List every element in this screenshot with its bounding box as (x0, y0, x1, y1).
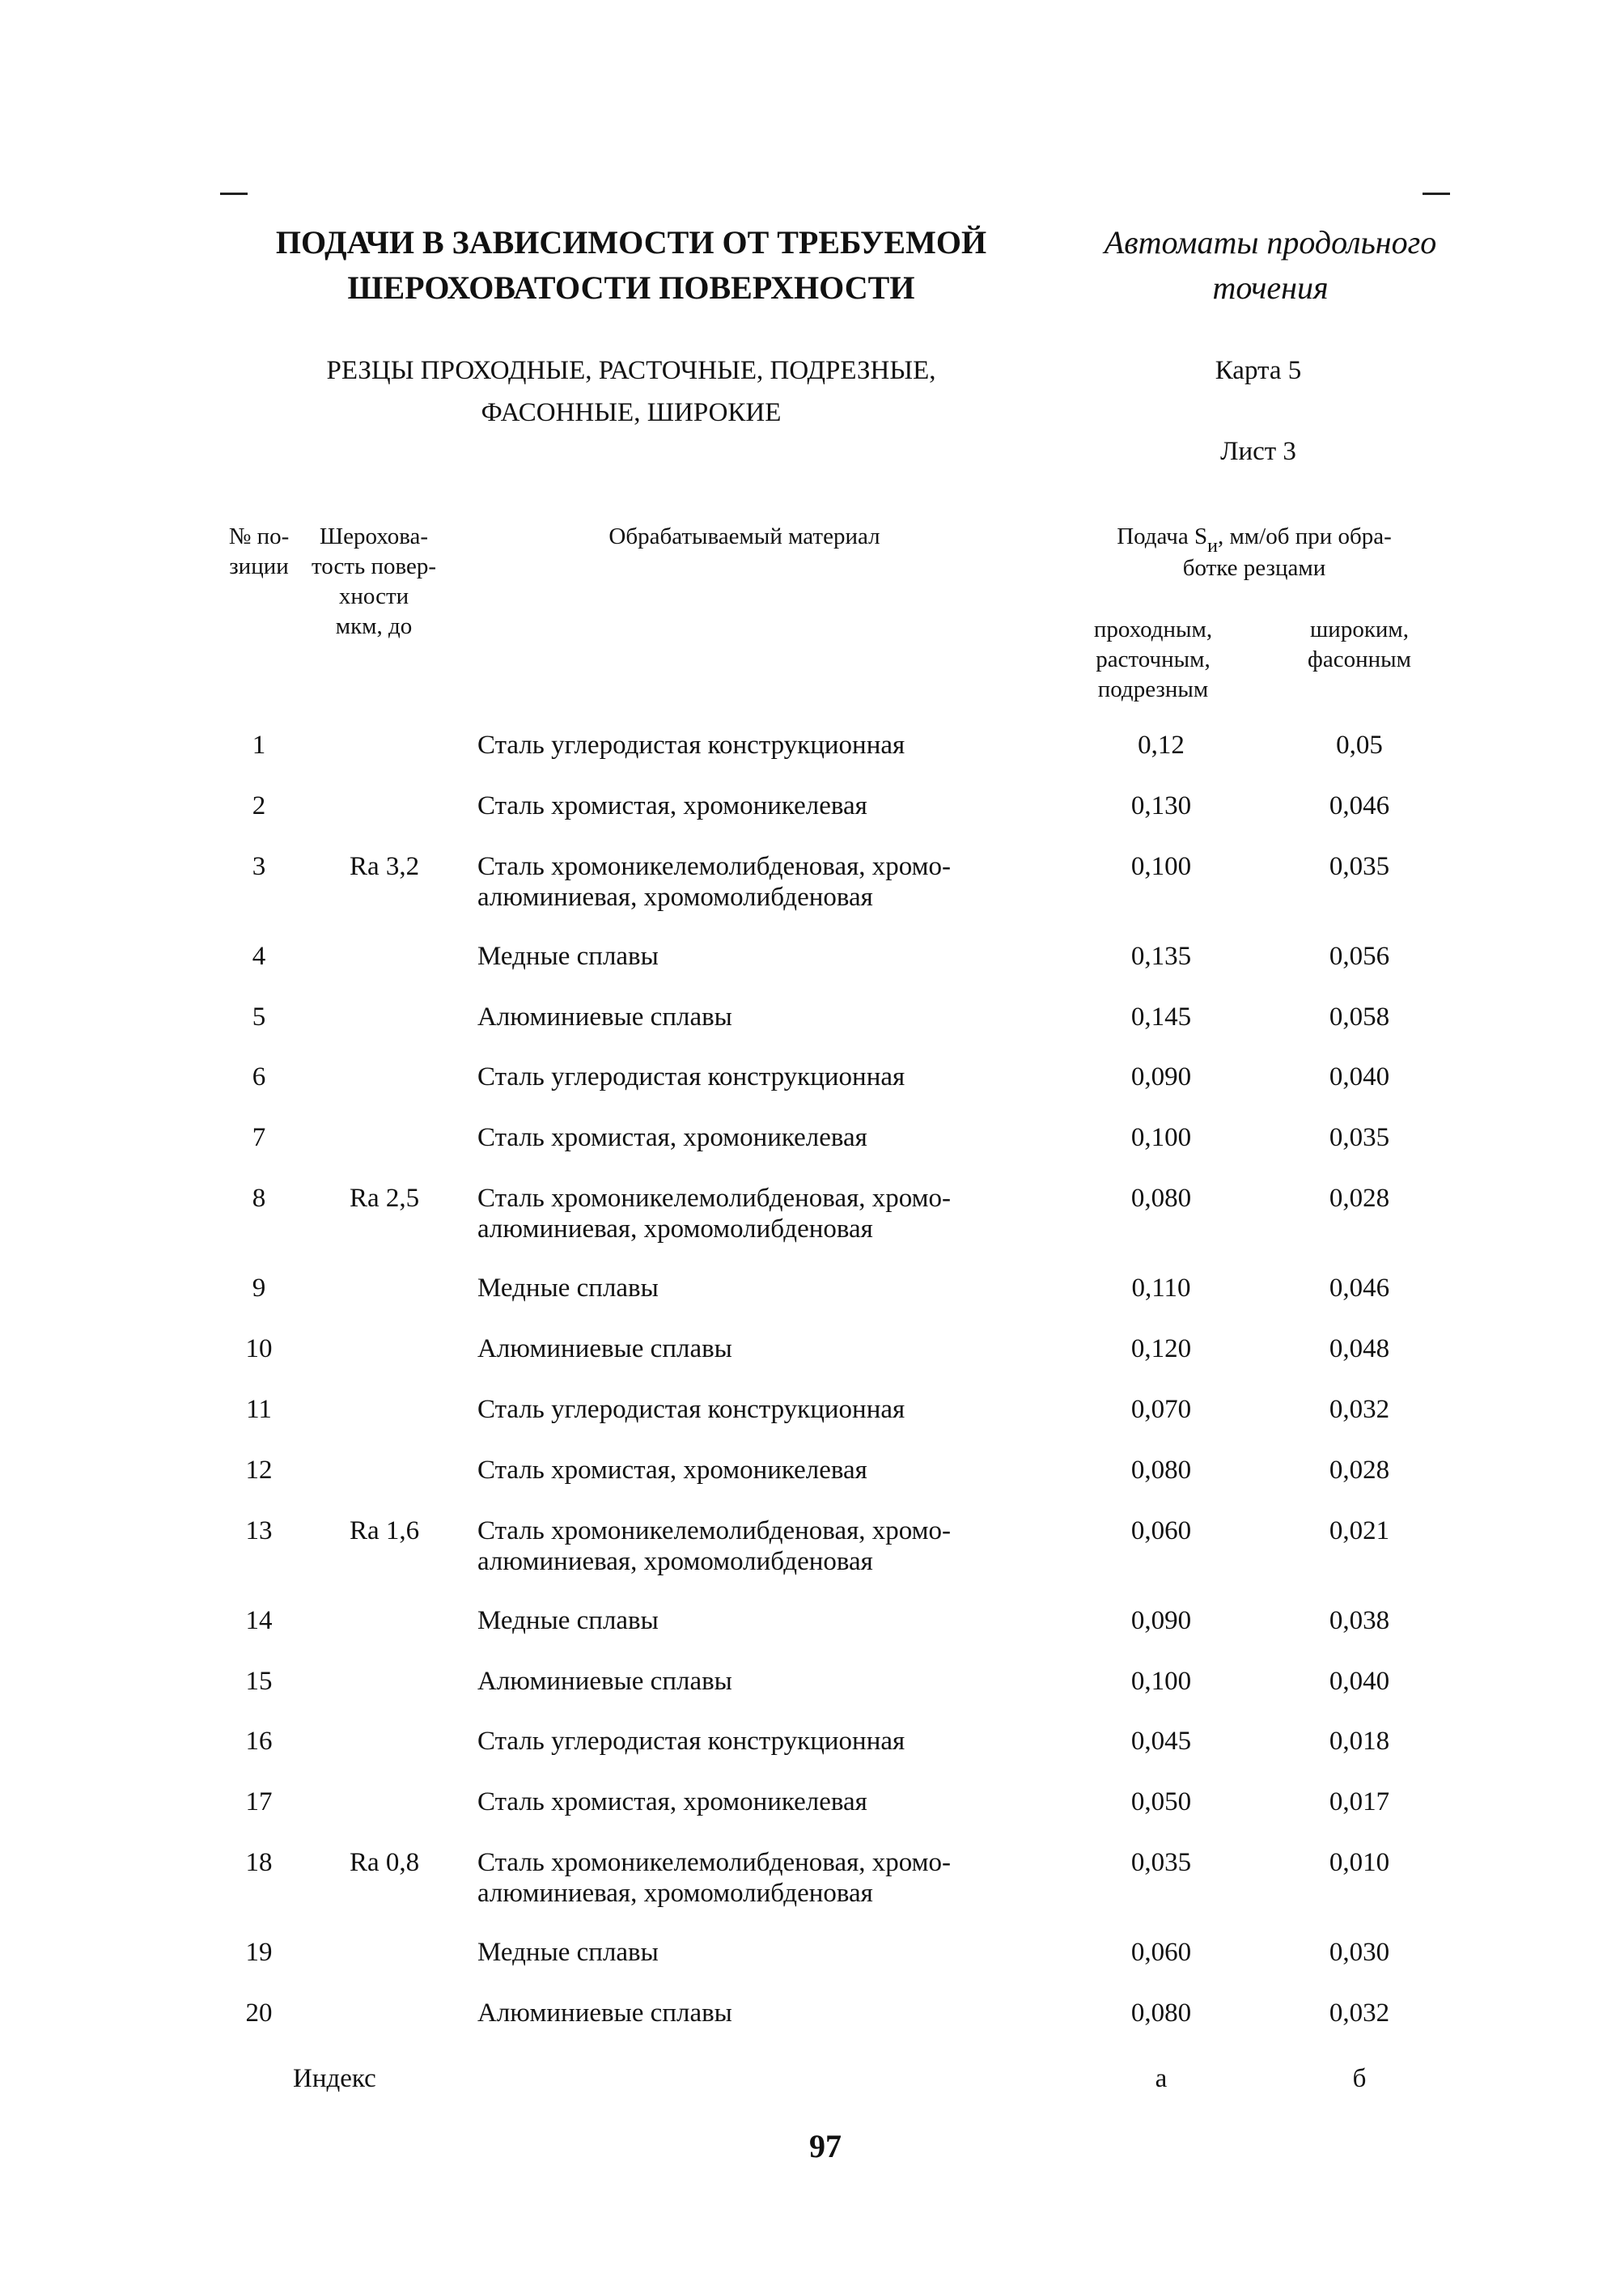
col-header-tool-b (1262, 615, 1457, 675)
row-material (477, 1002, 1044, 1032)
subtitle (275, 350, 987, 434)
subtitle-line-1: РЕЗЦЫ ПРОХОДНЫЕ, РАСТОЧНЫЕ, ПОДРЕЗНЫЕ, (326, 356, 936, 385)
row-material (477, 1062, 1044, 1092)
index-b: б (1352, 2064, 1367, 2093)
page-number: 97 (809, 2128, 842, 2164)
row-material (477, 1605, 1044, 1636)
row-feed-a: 0,130 (1130, 791, 1192, 820)
row-feed-a: 0,080 (1130, 1456, 1192, 1485)
col-header-tool-b-line: широким, (1309, 617, 1410, 642)
row-feed-a: 0,060 (1130, 1516, 1192, 1545)
row-feed-b: 0,017 (1329, 1787, 1390, 1816)
row-feed-a: 0,045 (1130, 1727, 1192, 1756)
row-material (477, 1666, 1044, 1697)
row-feed-b: 0,035 (1329, 1123, 1390, 1152)
row-feed-a: 0,090 (1130, 1606, 1192, 1635)
row-feed-b: 0,058 (1329, 1002, 1390, 1032)
index-label: Индекс (293, 2064, 376, 2093)
row-feed-a: 0,080 (1130, 1998, 1192, 2028)
row-material (477, 851, 1044, 913)
subtitle-line-2: ФАСОННЫЕ, ШИРОКИЕ (481, 398, 782, 427)
material-line: алюминиевая, хромомолибденовая (477, 1547, 873, 1576)
col-header-roughness-line: Шерохова- (319, 523, 429, 549)
row-feed-a: 0,100 (1130, 1667, 1192, 1696)
row-feed-a: 0,110 (1131, 1274, 1191, 1303)
material-line: Алюминиевые сплавы (477, 1998, 732, 2028)
material-line: Медные сплавы (477, 1606, 659, 1635)
row-material (477, 1122, 1044, 1153)
row-position: 15 (245, 1667, 273, 1696)
row-material (477, 1515, 1044, 1577)
row-position: 2 (252, 791, 266, 820)
row-feed-a: 0,145 (1130, 1002, 1192, 1032)
material-line: алюминиевая, хромомолибденовая (477, 1879, 873, 1908)
col-header-roughness (293, 522, 455, 642)
row-feed-a: 0,070 (1130, 1395, 1192, 1424)
material-line: Сталь хромоникелемолибденовая, хромо- (477, 1184, 952, 1213)
col-header-tool-a-line: расточным, (1096, 646, 1211, 672)
row-position: 18 (245, 1848, 273, 1877)
row-position: 12 (245, 1456, 273, 1485)
row-feed-b: 0,032 (1329, 1998, 1390, 2028)
row-feed-b: 0,035 (1329, 852, 1390, 881)
row-feed-b: 0,018 (1329, 1727, 1390, 1756)
title-line-1: ПОДАЧИ В ЗАВИСИМОСТИ ОТ ТРЕБУЕМОЙ (275, 224, 987, 261)
row-material (477, 1726, 1044, 1757)
row-feed-b: 0,048 (1329, 1334, 1390, 1363)
row-position: 9 (252, 1274, 266, 1303)
row-position: 13 (245, 1516, 273, 1545)
row-feed-a: 0,090 (1130, 1062, 1192, 1091)
row-feed-b: 0,056 (1329, 942, 1390, 971)
col-header-position-line: зиции (229, 553, 289, 579)
row-material (477, 1847, 1044, 1909)
feed-rest: , мм/об при обра- (1217, 523, 1392, 549)
row-feed-b: 0,028 (1329, 1456, 1390, 1485)
row-position: 11 (246, 1395, 272, 1424)
row-material (477, 941, 1044, 972)
material-line: Сталь углеродистая конструкционная (477, 1062, 905, 1091)
material-line: Сталь углеродистая конструкционная (477, 1727, 905, 1756)
card-number: Карта 5 (1215, 356, 1302, 385)
feed-subscript: и (1207, 536, 1218, 557)
row-material (477, 730, 1044, 761)
page-title (275, 220, 987, 311)
category-line-2: точения (1212, 269, 1329, 306)
material-line: Алюминиевые сплавы (477, 1667, 732, 1696)
row-position: 17 (245, 1787, 273, 1816)
row-feed-b: 0,032 (1329, 1395, 1390, 1424)
col-header-feed-line-2: ботке резцами (1182, 555, 1326, 581)
row-feed-a: 0,060 (1130, 1938, 1192, 1967)
material-line: Сталь хромоникелемолибденовая, хромо- (477, 852, 952, 881)
col-header-tool-a (1052, 615, 1254, 705)
row-position: 8 (252, 1184, 266, 1213)
col-header-position (218, 522, 299, 582)
row-material (477, 1183, 1044, 1244)
row-feed-b: 0,021 (1329, 1516, 1390, 1545)
row-position: 3 (252, 852, 266, 881)
row-position: 14 (245, 1606, 273, 1635)
material-line: Алюминиевые сплавы (477, 1334, 732, 1363)
row-feed-b: 0,05 (1336, 731, 1383, 760)
row-roughness: Ra 2,5 (350, 1184, 420, 1213)
col-header-roughness-line: хности (338, 583, 409, 609)
material-line: алюминиевая, хромомолибденовая (477, 883, 873, 912)
row-position: 6 (252, 1062, 266, 1091)
left-corner-mark (220, 193, 248, 195)
material-line: Сталь хромистая, хромоникелевая (477, 1787, 867, 1816)
row-position: 1 (252, 731, 266, 760)
material-line: Сталь хромоникелемолибденовая, хромо- (477, 1848, 952, 1877)
row-feed-a: 0,050 (1130, 1787, 1192, 1816)
index-a: а (1155, 2064, 1168, 2093)
row-material (477, 1273, 1044, 1303)
row-material (477, 790, 1044, 821)
row-feed-b: 0,046 (1329, 791, 1390, 820)
row-feed-a: 0,080 (1130, 1184, 1192, 1213)
row-material (477, 1998, 1044, 2028)
row-feed-b: 0,040 (1329, 1062, 1390, 1091)
row-material (477, 1333, 1044, 1364)
row-roughness: Ra 1,6 (350, 1516, 420, 1545)
sheet-number: Лист 3 (1220, 437, 1296, 466)
row-position: 16 (245, 1727, 273, 1756)
row-roughness: Ra 3,2 (350, 852, 420, 881)
material-line: алюминиевая, хромомолибденовая (477, 1214, 873, 1244)
material-line: Сталь углеродистая конструкционная (477, 731, 905, 760)
row-feed-a: 0,100 (1130, 852, 1192, 881)
row-material (477, 1787, 1044, 1817)
row-position: 5 (252, 1002, 266, 1032)
row-feed-b: 0,040 (1329, 1667, 1390, 1696)
col-header-roughness-line: тость повер- (311, 553, 437, 579)
row-position: 20 (245, 1998, 273, 2028)
col-header-roughness-line: мкм, до (335, 613, 413, 639)
row-feed-b: 0,046 (1329, 1274, 1390, 1303)
col-header-feed-line-1 (1052, 522, 1457, 557)
row-material (477, 1455, 1044, 1486)
feed-prefix: Подача S (1117, 523, 1208, 549)
col-header-tool-a-line: проходным, (1093, 617, 1213, 642)
category-line-1: Автоматы продольного (1104, 224, 1437, 261)
section-category (1044, 220, 1497, 311)
col-header-tool-b-line: фасонным (1308, 646, 1411, 672)
material-line: Сталь углеродистая конструкционная (477, 1395, 905, 1424)
row-feed-a: 0,035 (1130, 1848, 1192, 1877)
material-line: Медные сплавы (477, 1274, 659, 1303)
row-material (477, 1937, 1044, 1968)
row-feed-b: 0,010 (1329, 1848, 1390, 1877)
col-header-material: Обрабатываемый материал (608, 523, 880, 549)
row-feed-b: 0,038 (1329, 1606, 1390, 1635)
material-line: Сталь хромистая, хромоникелевая (477, 1123, 867, 1152)
material-line: Сталь хромистая, хромоникелевая (477, 1456, 867, 1485)
material-line: Медные сплавы (477, 1938, 659, 1967)
row-position: 19 (245, 1938, 273, 1967)
material-line: Медные сплавы (477, 942, 659, 971)
row-roughness: Ra 0,8 (350, 1848, 420, 1877)
row-feed-a: 0,100 (1130, 1123, 1192, 1152)
row-material (477, 1394, 1044, 1425)
material-line: Сталь хромистая, хромоникелевая (477, 791, 867, 820)
right-corner-mark (1423, 193, 1450, 195)
material-line: Алюминиевые сплавы (477, 1002, 732, 1032)
row-feed-a: 0,135 (1130, 942, 1192, 971)
row-feed-b: 0,028 (1329, 1184, 1390, 1213)
col-header-tool-a-line: подрезным (1097, 676, 1209, 702)
row-feed-a: 0,12 (1138, 731, 1185, 760)
row-position: 4 (252, 942, 266, 971)
row-feed-b: 0,030 (1329, 1938, 1390, 1967)
row-position: 10 (245, 1334, 273, 1363)
row-position: 7 (252, 1123, 266, 1152)
col-header-feed (1052, 522, 1457, 583)
material-line: Сталь хромоникелемолибденовая, хромо- (477, 1516, 952, 1545)
row-feed-a: 0,120 (1130, 1334, 1192, 1363)
col-header-position-line: № по- (228, 523, 290, 549)
title-line-2: ШЕРОХОВАТОСТИ ПОВЕРХНОСТИ (347, 269, 915, 306)
